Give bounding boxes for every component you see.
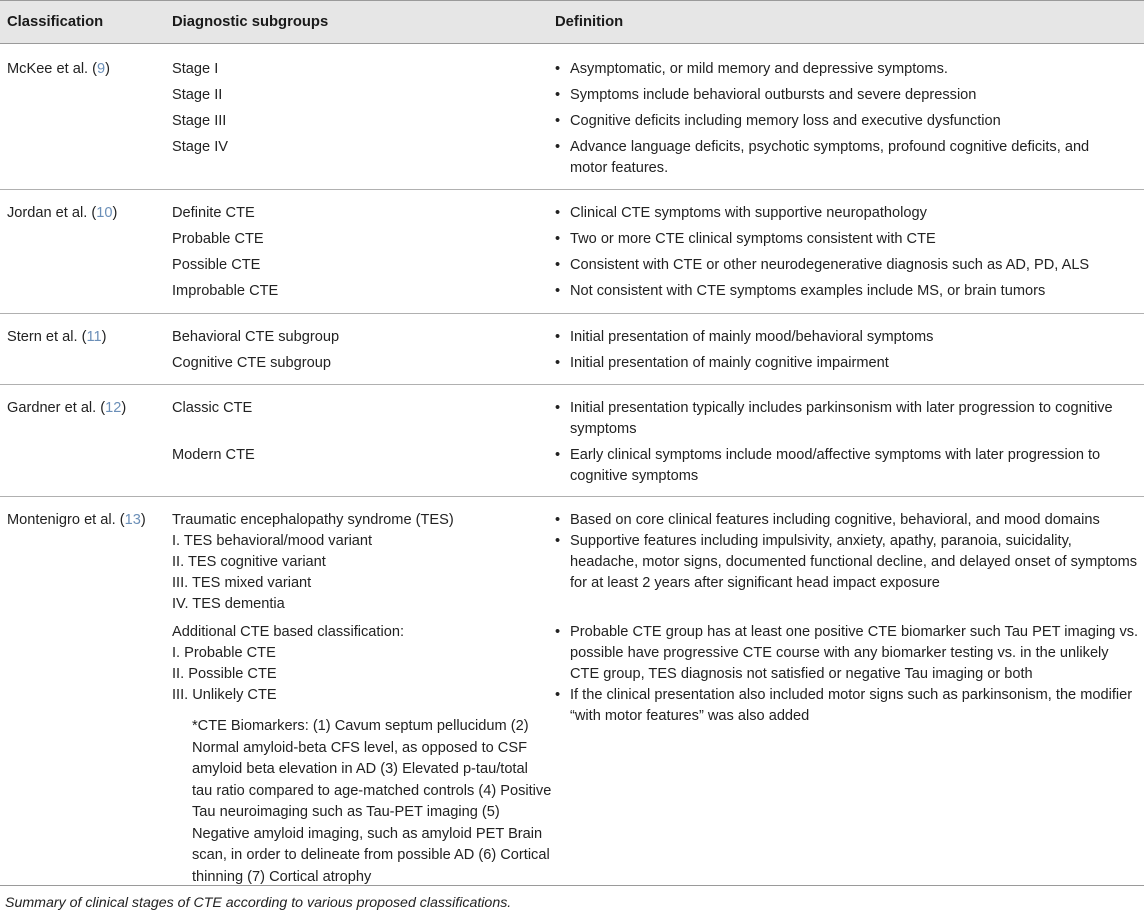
definition: Symptoms include behavioral outbursts and severe depression [570, 87, 977, 103]
definition: Asymptomatic, or mild memory and depressive symptoms. [570, 61, 948, 77]
subgroup: Stage III [172, 113, 227, 129]
subgroup: III. Unlikely CTE [172, 687, 277, 703]
definition: Two or more CTE clinical symptoms consistent with CTE [570, 231, 936, 247]
subgroup: Classic CTE [172, 400, 253, 416]
subgroup: I. Probable CTE [172, 645, 276, 661]
subgroup: II. Possible CTE [172, 666, 277, 682]
subgroup: Modern CTE [172, 447, 255, 463]
definition: Consistent with CTE or other neurodegenerative diagnosis such as AD, PD, ALS [570, 257, 1090, 273]
row-divider [0, 384, 1144, 385]
bullet: • [555, 533, 561, 549]
definition: Cognitive deficits including memory loss and executive dysfunction [570, 113, 1001, 129]
subgroup: Stage IV [172, 139, 228, 155]
classification-mckee: McKee et al. (9) [7, 61, 111, 77]
subgroup: Definite CTE [172, 205, 255, 221]
reference-link[interactable]: 11 [86, 329, 102, 345]
bullet: • [555, 355, 561, 371]
bullet: • [555, 87, 561, 103]
bullet: • [555, 329, 561, 345]
reference-link[interactable]: 12 [105, 400, 122, 416]
classification-montenigro: Montenigro et al. (13) [7, 512, 146, 528]
bullet: • [555, 139, 561, 155]
definition: Not consistent with CTE symptoms examples include MS, or brain tumors [570, 283, 1046, 299]
subgroup: Possible CTE [172, 257, 261, 273]
table-bottom-rule [0, 885, 1144, 886]
bullet: • [555, 512, 561, 528]
bullet: • [555, 687, 561, 703]
subgroup: IV. TES dementia [172, 596, 285, 612]
definition: Advance language deficits, psychotic symptoms, profound cognitive deficits, and motor features. [570, 139, 1090, 176]
header-classification: Classification [7, 14, 104, 30]
definition: Supportive features including impulsivity, anxiety, apathy, paranoia, suicidality, headache, motor signs, documented functional decline, and delayed onset of symptoms for at least 2 years after significant head impact exposure [570, 533, 1138, 591]
reference-link[interactable]: 10 [96, 205, 113, 221]
subgroup: Stage II [172, 87, 223, 103]
table-caption: Summary of clinical stages of CTE according to various proposed classifications. [5, 895, 512, 911]
bullet: • [555, 113, 561, 129]
bullet: • [555, 283, 561, 299]
header-subgroups: Diagnostic subgroups [172, 14, 329, 30]
bullet: • [555, 231, 561, 247]
subgroup: Stage I [172, 61, 219, 77]
definition: Initial presentation typically includes parkinsonism with later progression to cognitive symptoms [570, 400, 1113, 437]
classification-gardner: Gardner et al. (12) [7, 400, 127, 416]
definition: Based on core clinical features including cognitive, behavioral, and mood domains [570, 512, 1100, 528]
reference-link[interactable]: 13 [124, 512, 141, 528]
definition: Probable CTE group has at least one positive CTE biomarker such Tau PET imaging vs. possible have progressive CTE course with any biomarker testing vs. in the unlikely CTE group, TES diagnosis not satisfied or negative Tau imaging or both [570, 624, 1139, 682]
header-definition: Definition [555, 14, 624, 30]
subgroup: II. TES cognitive variant [172, 554, 326, 570]
bullet: • [555, 400, 561, 416]
definition: Initial presentation of mainly mood/behavioral symptoms [570, 329, 934, 345]
subgroup: Behavioral CTE subgroup [172, 329, 340, 345]
definition: Clinical CTE symptoms with supportive neuropathology [570, 205, 927, 221]
definition: Initial presentation of mainly cognitive impairment [570, 355, 889, 371]
definition: If the clinical presentation also included motor signs such as parkinsonism, the modifier “with motor features” was also added [570, 687, 1133, 724]
subgroup: III. TES mixed variant [172, 575, 312, 591]
bullet: • [555, 447, 561, 463]
reference-link[interactable]: 9 [97, 61, 106, 77]
bullet: • [555, 205, 561, 221]
definition: Early clinical symptoms include mood/affective symptoms with later progression to cognitive symptoms [570, 447, 1101, 484]
bullet: • [555, 257, 561, 273]
table-header [0, 0, 1144, 44]
subgroup: Traumatic encephalopathy syndrome (TES) [172, 512, 454, 528]
classification-stern: Stern et al. (11) [7, 329, 107, 345]
row-divider [0, 313, 1144, 314]
row-divider [0, 189, 1144, 190]
biomarkers-note: *CTE Biomarkers: (1) Cavum septum pellucidum (2) Normal amyloid-beta CFS level, as opposed to CSF amyloid beta elevation in AD (3) Elevated p-tau/total tau ratio compared to age-matched controls (4) Positive Tau neuroimaging such as Tau-PET imaging (5) Negative amyloid imaging, such as amyloid PET Brain scan, in order to delineate from possible AD (6) Cortical thinning (7) Cortical atrophy [192, 718, 552, 885]
bullet: • [555, 624, 561, 640]
subgroup: Cognitive CTE subgroup [172, 355, 331, 371]
subgroup: Improbable CTE [172, 283, 279, 299]
subgroup: Additional CTE based classification: [172, 624, 404, 640]
subgroup: I. TES behavioral/mood variant [172, 533, 373, 549]
classification-jordan: Jordan et al. (10) [7, 205, 118, 221]
row-divider [0, 496, 1144, 497]
subgroup: Probable CTE [172, 231, 264, 247]
bullet: • [555, 61, 561, 77]
